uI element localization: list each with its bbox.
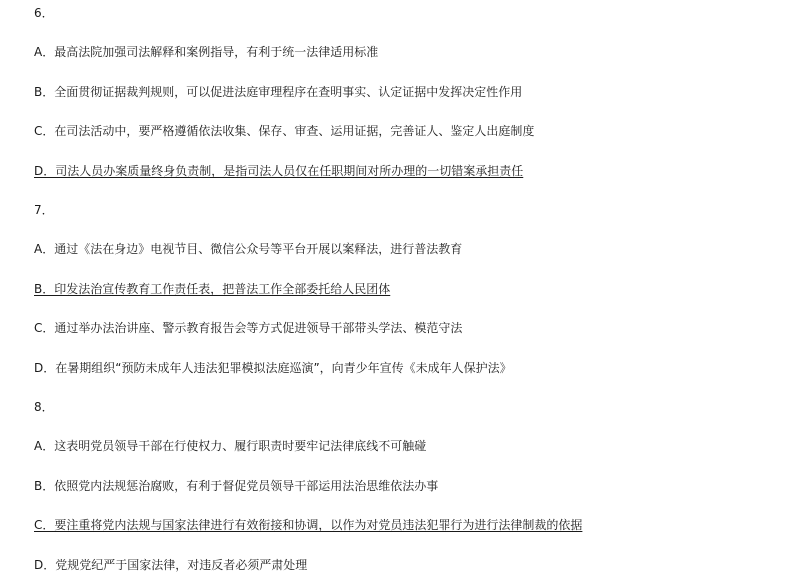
option-d: D．在暑期组织“预防未成年人违法犯罪模拟法庭巡演”，向青少年宣传《未成年人保护法》 — [34, 361, 512, 375]
option-b: B．全面贯彻证据裁判规则，可以促进法庭审理程序在查明事实、认定证据中发挥决定性作用 — [34, 85, 523, 99]
option-b: B．印发法治宣传教育工作责任表，把普法工作全部委托给人民团体 — [34, 282, 391, 296]
option-a: A．通过《法在身边》电视节目、微信公众号等平台开展以案释法，进行普法教育 — [34, 242, 463, 256]
option-d: D．党规党纪严于国家法律，对违反者必须严肃处理 — [34, 558, 308, 572]
option-c: C．要注重将党内法规与国家法律进行有效衔接和协调，以作为对党员违法犯罪行为进行法律制裁的依据 — [34, 518, 583, 532]
question-number: 7． — [34, 203, 54, 217]
option-a: A．这表明党员领导干部在行使权力、履行职责时要牢记法律底线不可触碰 — [34, 439, 427, 453]
option-b: B．依照党内法规惩治腐败，有利于督促党员领导干部运用法治思维依法办事 — [34, 479, 439, 493]
option-a: A．最高法院加强司法解释和案例指导，有利于统一法律适用标准 — [34, 45, 379, 59]
option-c: C．在司法活动中，要严格遵循依法收集、保存、审查、运用证据，完善证人、鉴定人出庭制度 — [34, 124, 535, 138]
question-number: 6． — [34, 6, 54, 20]
question-number: 8． — [34, 400, 54, 414]
option-d: D．司法人员办案质量终身负责制，是指司法人员仅在任职期间对所办理的一切错案承担责任 — [34, 164, 524, 178]
option-c: C．通过举办法治讲座、警示教育报告会等方式促进领导干部带头学法、模范守法 — [34, 321, 463, 335]
